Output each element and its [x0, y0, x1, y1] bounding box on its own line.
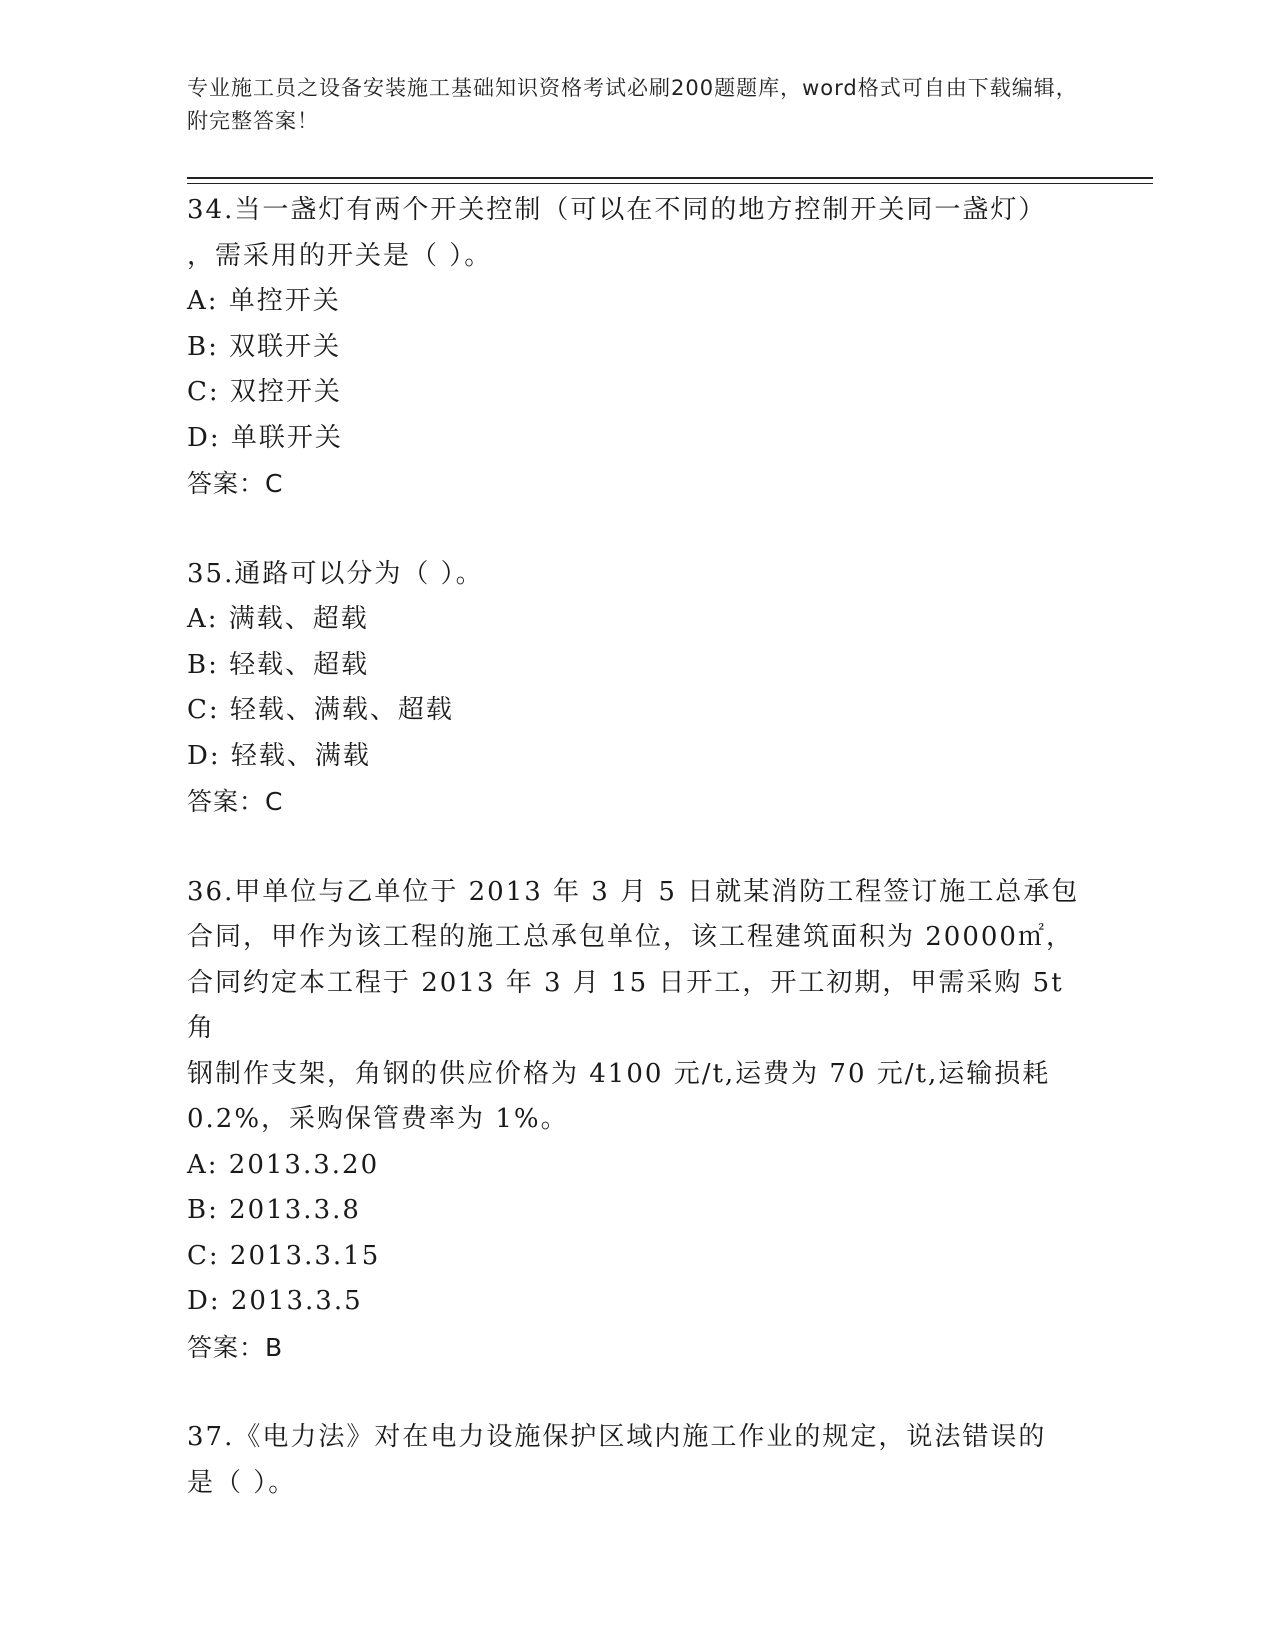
- question-36: [187, 870, 1087, 1371]
- option-d: D: 单联开关: [187, 422, 343, 453]
- question-stem: 34.当一盏灯有两个开关控制（可以在不同的地方控制开关同一盏灯） ，需采用的开关是（ ）。: [187, 195, 1047, 271]
- option-c: C: 轻载、满载、超载: [187, 695, 454, 725]
- question-stem: 37.《电力法》对在电力设施保护区域内施工作业的规定，说法错误的 是（ ）。: [187, 1422, 1047, 1498]
- option-c: C: 2013.3.15: [187, 1240, 381, 1271]
- option-b: B: 轻载、超载: [187, 649, 370, 680]
- answer-label: 答案：B: [187, 1332, 284, 1362]
- option-b: B: 双联开关: [187, 331, 342, 362]
- option-b: B: 2013.3.8: [187, 1195, 361, 1225]
- answer-label: 答案：C: [187, 787, 284, 816]
- question-34: [187, 188, 1087, 507]
- option-d: D: 2013.3.5: [187, 1286, 363, 1316]
- question-37: [187, 1415, 1087, 1506]
- option-c: C: 双控开关: [187, 377, 342, 407]
- document-header: [187, 72, 1087, 138]
- option-a: A: 单控开关: [187, 286, 341, 316]
- answer-label: 答案：C: [187, 469, 284, 498]
- header-divider-thin: [187, 183, 1153, 184]
- option-a: A: 2013.3.20: [187, 1149, 380, 1180]
- question-stem: 35.通路可以分为（ ）。: [187, 558, 484, 589]
- header-title: 专业施工员之设备安装施工基础知识资格考试必刷200题题库，word格式可自由下载编辑，附完整答案！: [187, 76, 1078, 133]
- question-list: [187, 188, 1087, 1506]
- question-35: [187, 552, 1087, 825]
- header-divider-thick: [187, 177, 1153, 179]
- question-stem: 36.甲单位与乙单位于 2013 年 3 月 5 日就某消防工程签订施工总承包 合同，甲作为该工程的施工总承包单位，该工程建筑面积为 20000㎡， 合同约定本工程于 2013 年 3 月 15 日开工，开工初期，甲需采购 5t 角 钢制作支架，角钢的供应价格为 4100 元/t,运费为 70 元/t,运输损耗 0.2%，采购保管费率为 1%。: [187, 876, 1080, 1134]
- option-a: A: 满载、超载: [187, 604, 369, 634]
- option-d: D: 轻载、满载: [187, 740, 371, 771]
